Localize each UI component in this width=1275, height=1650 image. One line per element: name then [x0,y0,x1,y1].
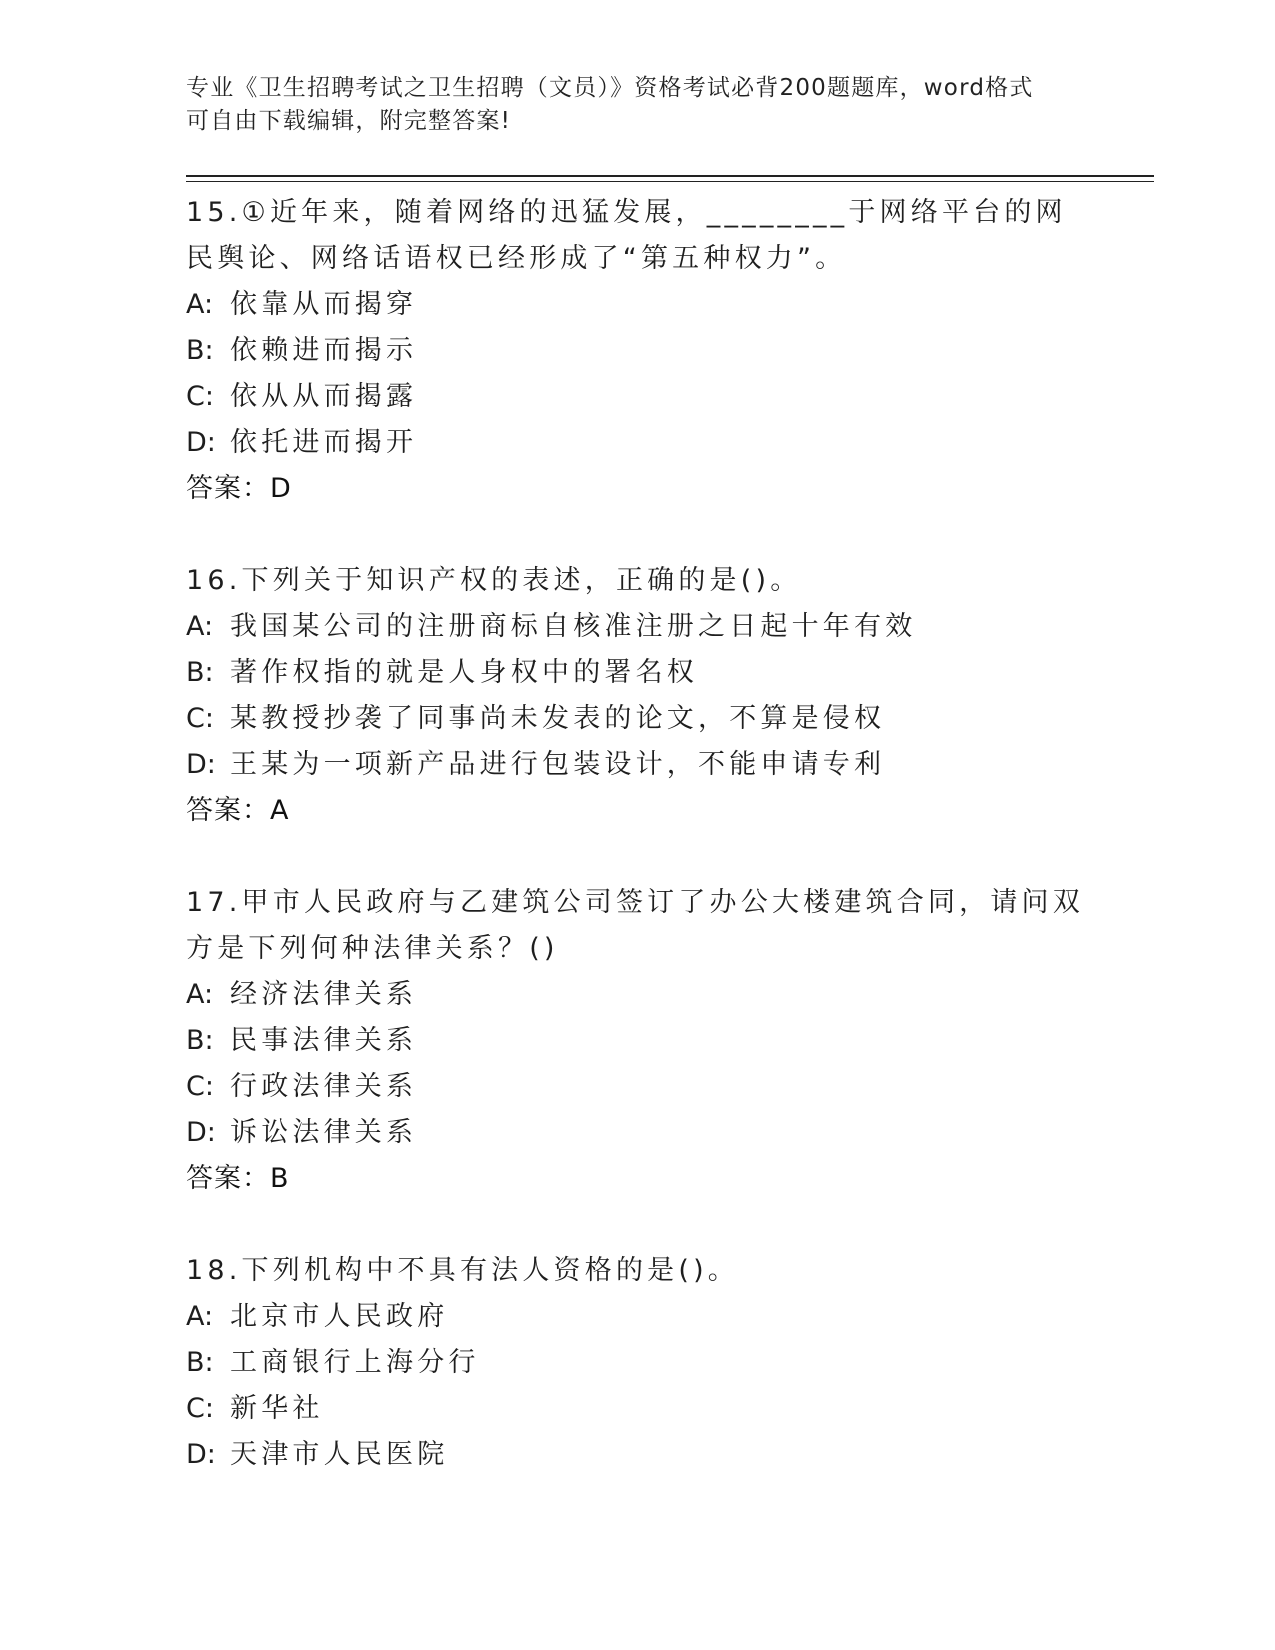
option-key: C: [186,703,214,734]
option-text: 依靠从而揭穿 [230,289,418,320]
question-17 [186,880,1086,1202]
option-c [186,1386,1086,1432]
option-b [186,1340,1086,1386]
option-d [186,1432,1086,1478]
option-text: 著作权指的就是人身权中的署名权 [230,657,698,688]
option-key: B: [186,1347,214,1378]
question-stem: 15.①近年来，随着网络的迅猛发展，________于网络平台的网民舆论、网络话语权已经形成了“第五种权力”。 [186,197,1067,274]
option-key: D: [186,749,216,780]
option-text: 依从从而揭露 [230,381,418,412]
option-c [186,1064,1086,1110]
header-rule-thick [186,175,1154,177]
option-text: 民事法律关系 [230,1025,418,1056]
option-key: A: [186,1301,214,1332]
option-text: 行政法律关系 [230,1071,418,1102]
option-text: 天津市人民医院 [230,1439,449,1470]
option-text: 诉讼法律关系 [230,1117,418,1148]
option-key: B: [186,657,214,688]
header-line-2: 可自由下载编辑，附完整答案! [186,108,512,134]
option-b [186,328,1086,374]
option-c [186,696,1086,742]
document-header [186,72,1066,138]
option-text: 新华社 [230,1393,324,1424]
header-rule-thin [186,181,1154,182]
question-list [186,190,1086,1524]
answer-line: 答案：D [186,473,292,504]
option-key: D: [186,1439,216,1470]
question-stem: 17.甲市人民政府与乙建筑公司签订了办公大楼建筑合同，请问双方是下列何种法律关系？() [186,887,1084,964]
option-d [186,1110,1086,1156]
question-15 [186,190,1086,512]
question-stem: 18.下列机构中不具有法人资格的是()。 [186,1255,740,1286]
header-line-1: 专业《卫生招聘考试之卫生招聘（文员）》资格考试必背200题题库，word格式 [186,75,1034,101]
option-text: 某教授抄袭了同事尚未发表的论文，不算是侵权 [230,703,886,734]
option-key: C: [186,1071,214,1102]
option-a [186,1294,1086,1340]
question-stem: 16.下列关于知识产权的表述，正确的是()。 [186,565,802,596]
option-a [186,604,1086,650]
option-text: 我国某公司的注册商标自核准注册之日起十年有效 [230,611,917,642]
option-a [186,972,1086,1018]
option-text: 依托进而揭开 [230,427,418,458]
option-key: A: [186,289,214,320]
option-b [186,650,1086,696]
answer-line: 答案：A [186,795,290,826]
question-16 [186,558,1086,834]
question-18 [186,1248,1086,1478]
option-key: C: [186,381,214,412]
option-key: D: [186,427,216,458]
option-key: A: [186,611,214,642]
option-key: C: [186,1393,214,1424]
option-d [186,420,1086,466]
option-text: 依赖进而揭示 [230,335,418,366]
option-key: D: [186,1117,216,1148]
option-b [186,1018,1086,1064]
option-text: 工商银行上海分行 [230,1347,480,1378]
option-d [186,742,1086,788]
option-a [186,282,1086,328]
option-key: B: [186,335,214,366]
option-key: A: [186,979,214,1010]
option-c [186,374,1086,420]
option-text: 王某为一项新产品进行包装设计，不能申请专利 [230,749,886,780]
answer-line: 答案：B [186,1163,290,1194]
option-text: 经济法律关系 [230,979,418,1010]
option-text: 北京市人民政府 [230,1301,449,1332]
option-key: B: [186,1025,214,1056]
